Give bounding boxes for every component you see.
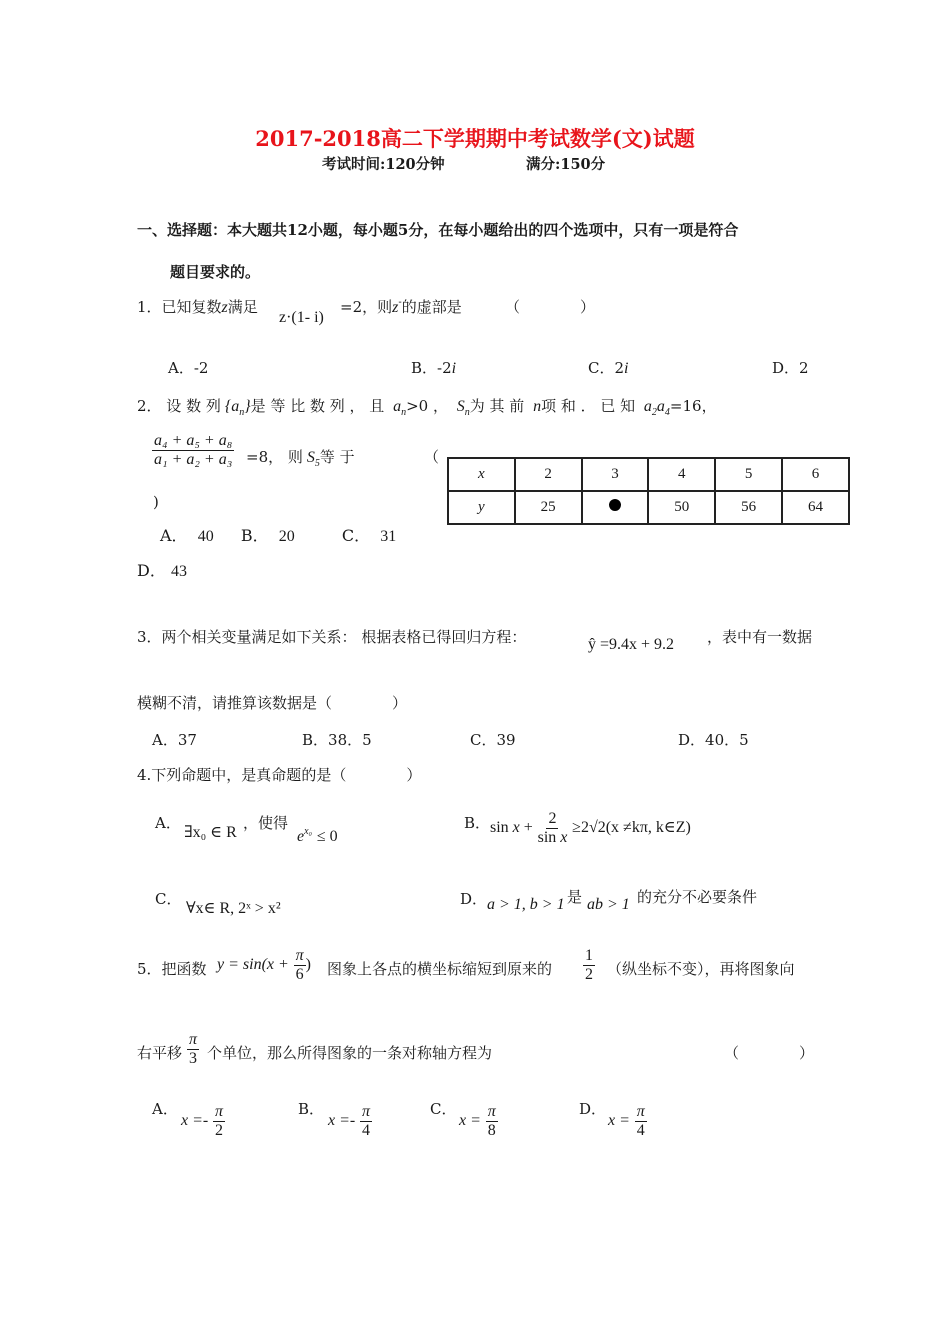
table-label-y: y (448, 491, 515, 524)
table-cell: 3 (582, 458, 649, 491)
q2-text: =8， 则 $S_5$等 于 (246, 448, 355, 469)
q3-text-line2: 模糊不清，请推算该数据是（ ） (137, 694, 408, 712)
q1-text: =2，则z-的虚部是 (340, 297, 462, 316)
q2-options-row: A． 40 B． 20 C． 31 (160, 526, 397, 545)
q4-option-a-label: A． (155, 814, 181, 832)
q1-option-a: A．-2 (168, 359, 209, 377)
q5-option-b-label: B． (298, 1100, 325, 1118)
q2-fraction: $\frac{\text{a₄ + a₅ + a₈}}{\text{a₁ + a₂ + a₃}}$ (154, 432, 233, 468)
q5-shift-fraction: $\frac{\pi}{3}$ (189, 1031, 198, 1067)
question-1: 1．已知复数z满足 (137, 298, 258, 316)
q1-answer-paren: （ ） (505, 298, 596, 316)
q4-option-c-expr: ∀x∈ R, 2ˣ > x² (186, 900, 281, 917)
table-cell: 5 (715, 458, 782, 491)
q3-option-a: A．37 (152, 731, 197, 749)
table-cell: 64 (782, 491, 849, 524)
q4-option-d-expr2: ab > 1 (587, 896, 630, 913)
table-cell: 25 (515, 491, 582, 524)
q5-option-c: x = $\frac{\pi}{8}$ (459, 1103, 496, 1139)
q4-option-a-expr: ∃x₀ ∈ R (184, 824, 237, 841)
q5-function: y = sin(x + $\frac{\pi}{6}$ ) (217, 947, 311, 983)
q2-option-d: D． 43 (137, 561, 187, 580)
table-cell: 6 (782, 458, 849, 491)
q2-paren-open: （ (424, 448, 440, 466)
q5-option-a-label: A． (152, 1100, 178, 1118)
data-table (447, 457, 850, 525)
question-3: 3．两个相关变量满足如下关系： 根据表格已得回归方程： (137, 628, 527, 646)
table-label-x: x (448, 458, 515, 491)
q1-expression: z·(1- i) (279, 309, 324, 326)
q5-option-a: x =- $\frac{\pi}{2}$ (181, 1103, 224, 1139)
table-row-x (448, 458, 849, 491)
q5-answer-paren: （ ） (724, 1044, 815, 1062)
q4-option-d-expr: a > 1, b > 1 (487, 896, 565, 913)
q5-fraction-half: $\frac{1}{2}$ (585, 947, 593, 983)
q3-option-b: B．38．5 (302, 731, 372, 749)
q1-option-d: D．2 (772, 359, 809, 377)
q4-option-b-expr: sin x + $\frac{2}{\text{sin x}}$ ≥2√2(x ≠kπ, k∈Z) (490, 810, 691, 846)
q5-text-line2-a: 右平移 (137, 1044, 183, 1062)
q5-option-d: x = $\frac{\pi}{4}$ (608, 1103, 645, 1139)
q3-option-d: D．40．5 (678, 731, 749, 749)
q2-paren-close: ) (153, 493, 159, 511)
table-cell: 2 (515, 458, 582, 491)
exam-time: 考试时间:120分钟 (322, 156, 445, 173)
table-cell: 50 (648, 491, 715, 524)
table-row-y (448, 491, 849, 524)
exam-title: 2017-2018高二下学期期中考试数学(文)试题 (255, 126, 695, 151)
blurred-dot-icon (609, 499, 621, 511)
q5-text: 图象上各点的横坐标缩短到原来的 (327, 960, 553, 978)
question-5: 5．把函数 (137, 960, 207, 978)
q4-option-d-label: D． (460, 890, 488, 908)
question-2: 2． 设 数 列 $\{a_n\}$是 等 比 数 列 ， 且 $a_n>0$ ， $S_n$为 其 前 n项 和 ． 已 知 $a_2a_4=16$， (137, 397, 717, 418)
table-cell: 4 (648, 458, 715, 491)
q5-text-cont: （纵坐标不变），再将图象向 (607, 960, 795, 978)
table-cell: 56 (715, 491, 782, 524)
q3-equation: ŷ =9.4x + 9.2 (588, 636, 675, 653)
question-4: 4.下列命题中，是真命题的是（ ） (137, 766, 422, 784)
q4-option-a-mid: ，使得 (243, 814, 289, 832)
q4-option-d-suffix: 的充分不必要条件 (637, 888, 758, 906)
q1-option-c: C．2i (588, 359, 629, 377)
q4-option-b-label: B． (464, 814, 491, 832)
q5-option-d-label: D． (579, 1100, 607, 1118)
q4-option-a-expr2: $e^{x_0} \le 0$ (297, 826, 338, 845)
table-cell-blurred (582, 491, 649, 524)
q1-option-b: B．-2i (411, 359, 457, 377)
q3-option-c: C．39 (470, 731, 516, 749)
q4-option-d-mid: 是 (567, 888, 583, 906)
q4-option-c-label: C． (155, 890, 182, 908)
q5-option-b: x =- $\frac{\pi}{4}$ (328, 1103, 371, 1139)
full-score: 满分:150分 (526, 156, 606, 173)
section-heading-cont: 题目要求的。 (170, 263, 261, 281)
section-heading: 一、选择题：本大题共12小题，每小题5分，在每小题给出的四个选项中，只有一项是符合 (137, 221, 739, 239)
q5-text-line2-b: 个单位，那么所得图象的一条对称轴方程为 (207, 1044, 493, 1062)
q3-text-cont: ，表中有一数据 (707, 628, 813, 646)
q5-option-c-label: C． (430, 1100, 457, 1118)
